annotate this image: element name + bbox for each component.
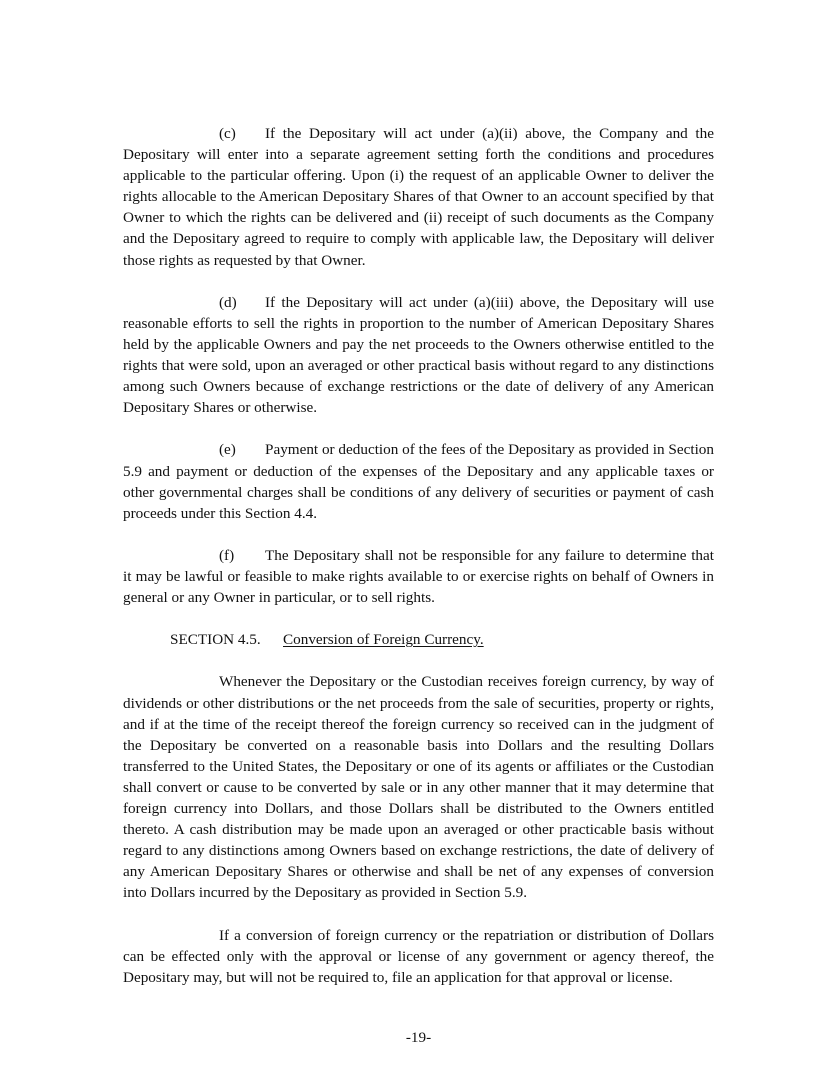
section-title: Conversion of Foreign Currency.: [283, 631, 484, 649]
document-page: [123, 123, 714, 1009]
section-paragraph-2: If a conversion of foreign currency or the repatriation or distribution of Dollars can be effected only with the approval or license of any government or agency thereof, the Depositary may, but will not be required to, file an application for that approval or license.: [123, 926, 714, 986]
paragraph-d-label: (d): [219, 293, 237, 311]
paragraph-f: [123, 545, 714, 608]
section-number: SECTION 4.5.: [170, 631, 261, 649]
paragraph-e-label: (e): [219, 441, 236, 459]
paragraph-c: [123, 123, 714, 271]
paragraph-c-label: (c): [219, 125, 236, 142]
paragraph-f-text: The Depositary shall not be responsible for any failure to determine that it may be lawful or feasible to make rights available to or exercise rights on behalf of Owners in general or any Owner in particular, or to sell rights.: [123, 546, 714, 607]
paragraph-e: [123, 439, 714, 523]
paragraph-f-label: (f): [219, 546, 235, 564]
page-number: -19-: [405, 1029, 432, 1046]
paragraph-d-text: If the Depositary will act under (a)(iii) above, the Depositary will use reasonable efforts to sell the rights in proportion to the number of American Depositary Shares held by the applicable Owners and pay the net proceeds to the Owners otherwise entitled to the rights that were sold, upon an averaged or other practical basis without regard to any distinctions among such Owners because of exchange restrictions or the date of delivery of any American Depositary Shares or otherwise.: [123, 293, 714, 417]
paragraph-d: [123, 292, 714, 419]
section-paragraph-1: Whenever the Depositary or the Custodian receives foreign currency, by way of dividends or other distributions or the net proceeds from the sale of securities, property or rights, and if at the time of the receipt thereof the foreign currency so received can in the judgment of the Depositary be converted on a reasonable basis into Dollars and the resulting Dollars transferred to the United States, the Depositary or one of its agents or affiliates or the Custodian shall convert or cause to be converted by sale or in any other manner that it may determine that foreign currency into Dollars, and those Dollars shall be distributed to the Owners entitled thereto. A cash distribution may be made upon an averaged or other practicable basis without regard to any distinctions among Owners based on exchange restrictions, the date of delivery of any American Depositary Shares or otherwise and shall be net of any expenses of conversion into Dollars incurred by the Depositary as provided in Section 5.9.: [123, 673, 714, 902]
paragraph-e-text: Payment or deduction of the fees of the Depositary as provided in Section 5.9 and payment or deduction of the expenses of the Depositary and any applicable taxes or other governmental charges shall be conditions of any delivery of securities or payment of cash proceeds under this Section 4.4.: [123, 441, 714, 522]
paragraph-c-text: If the Depositary will act under (a)(ii) above, the Company and the Depositary will enter into a separate agreement setting forth the conditions and procedures applicable to the particular offering. Upon (i) the request of an applicable Owner to deliver the rights allocable to the American Depositary Shares of that Owner to an account specified by that Owner to which the rights can be delivered and (ii) receipt of such documents as the Company and the Depositary agreed to require to comply with applicable law, the Depositary will deliver those rights as requested by that Owner.: [123, 125, 714, 269]
section-heading: [170, 629, 714, 650]
